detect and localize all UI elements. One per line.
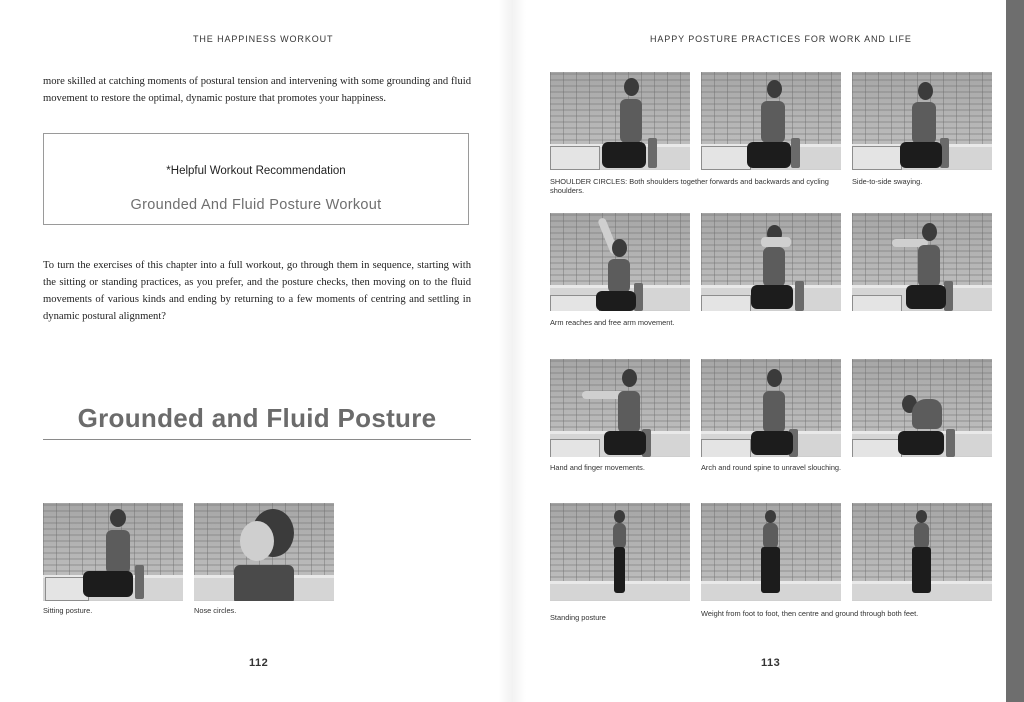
chair-seat <box>550 146 600 170</box>
photo-arm-reaches-1 <box>550 213 690 311</box>
recommendation-label: *Helpful Workout Recommendation <box>166 165 346 177</box>
photo-arch-round-1 <box>701 359 841 457</box>
photo-caption: Weight from foot to foot, then centre and ground through both feet. <box>701 609 919 618</box>
photo-weight-shift-2 <box>852 503 992 601</box>
figure-head <box>765 510 776 523</box>
chair-seat <box>550 439 600 457</box>
figure-torso <box>914 523 929 549</box>
figure-legs <box>761 547 780 593</box>
chair-seat <box>701 439 751 457</box>
figure-legs <box>604 431 646 455</box>
photo-caption: Arch and round spine to unravel slouching. <box>701 463 842 472</box>
figure-torso <box>912 399 942 429</box>
figure-torso <box>620 99 642 143</box>
figure-head <box>916 510 927 523</box>
figure-legs <box>912 547 931 593</box>
section-heading: Grounded and Fluid Posture <box>43 401 471 440</box>
chair-back <box>795 281 804 311</box>
chair-back <box>946 429 955 457</box>
chair-seat <box>852 146 902 170</box>
photo-sitting-posture <box>43 503 183 601</box>
chair-back <box>791 138 800 168</box>
figure-torso <box>918 245 940 287</box>
figure-legs <box>596 291 636 311</box>
running-head: THE HAPPINESS WORKOUT <box>193 34 334 44</box>
figure-torso <box>608 259 630 293</box>
figure-head <box>767 369 782 387</box>
figure-head <box>624 78 639 96</box>
figure-head <box>110 509 126 527</box>
chair-back <box>648 138 657 168</box>
figure-head <box>767 80 782 98</box>
figure-head <box>918 82 933 100</box>
page-number: 112 <box>249 657 269 669</box>
figure-face <box>240 521 274 561</box>
figure-torso <box>106 530 130 574</box>
figure-legs <box>614 547 625 593</box>
photo-caption: Side-to-side swaying. <box>852 177 923 186</box>
book-spine-shadow <box>498 0 526 702</box>
figure-torso <box>912 102 936 144</box>
photo-arch-round-2 <box>852 359 992 457</box>
figure-arms <box>761 237 791 247</box>
figure-head <box>922 223 937 241</box>
figure-head <box>614 510 625 523</box>
photo-caption: Arm reaches and free arm movement. <box>550 318 675 327</box>
figure-shoulders <box>234 565 294 601</box>
figure-legs <box>747 142 791 168</box>
figure-head <box>612 239 627 257</box>
body-paragraph: To turn the exercises of this chapter into a full workout, go through them in sequence, starting with the sitting or standing practices, as you prefer, and the posture checks, then moving on to the fluid movements of various kinds and ending by returning to a few moments of centring and settling in dynamic postural alignment? <box>43 260 471 322</box>
figure-torso <box>763 391 785 433</box>
chair-seat <box>852 295 902 311</box>
photo-caption: SHOULDER CIRCLES: Both shoulders together forwards and backwards and cycling shoulders. <box>550 177 829 195</box>
page-number: 113 <box>761 657 781 669</box>
photo-arm-reaches-3 <box>852 213 992 311</box>
photo-shoulder-circles-2 <box>701 72 841 170</box>
figure-head <box>622 369 637 387</box>
photo-hand-finger-1 <box>550 359 690 457</box>
figure-legs <box>751 431 793 455</box>
photo-side-to-side-sway <box>852 72 992 170</box>
figure-legs <box>906 285 946 309</box>
page-edge-bar <box>1006 0 1024 702</box>
photo-caption: Nose circles. <box>194 606 237 615</box>
figure-torso <box>763 247 785 287</box>
figure-legs <box>898 431 944 455</box>
chair-seat <box>701 146 751 170</box>
chair-back <box>135 565 144 599</box>
photo-arm-reaches-2 <box>701 213 841 311</box>
figure-legs <box>602 142 646 168</box>
photo-caption: Standing posture <box>550 613 606 622</box>
figure-torso <box>618 391 640 433</box>
right-page <box>512 0 1006 702</box>
photo-nose-circles <box>194 503 334 601</box>
chair-seat <box>852 439 902 457</box>
photo-shoulder-circles-1 <box>550 72 690 170</box>
figure-legs <box>83 571 133 597</box>
figure-legs <box>900 142 942 168</box>
figure-legs <box>751 285 793 309</box>
figure-torso <box>613 523 626 549</box>
photo-caption: Sitting posture. <box>43 606 93 615</box>
figure-torso <box>763 523 778 549</box>
photo-standing-posture <box>550 503 690 601</box>
body-paragraph: more skilled at catching moments of postural tension and intervening with some grounding and fluid movement to restore the optimal, dynamic posture that promotes your happiness. <box>43 76 471 104</box>
photo-caption: Hand and finger movements. <box>550 463 645 472</box>
chair-seat <box>550 295 600 311</box>
photo-weight-shift-1 <box>701 503 841 601</box>
chair-seat <box>701 295 751 311</box>
recommendation-title: Grounded And Fluid Posture Workout <box>130 197 382 213</box>
workout-recommendation-box <box>43 133 469 225</box>
figure-torso <box>761 101 785 143</box>
running-head: HAPPY POSTURE PRACTICES FOR WORK AND LIFE <box>650 34 912 44</box>
